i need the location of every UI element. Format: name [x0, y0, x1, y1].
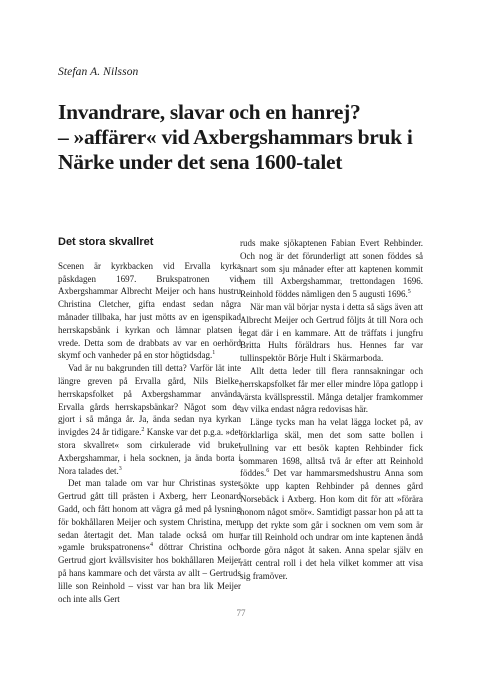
footnote-ref: 2: [141, 427, 145, 434]
right-column: [240, 237, 423, 583]
footnote-ref: 6: [266, 468, 270, 475]
paragraph: Allt detta leder till flera rannsakningar och herrskapsfolket får mer eller mindre löpa gatlopp i värsta kvällspresstil. Många detaljer framkommer av vilka endast några redovisas här.: [240, 365, 423, 415]
title-line-2: – »affärer« vid Axbergshammars bruk i: [58, 125, 413, 149]
footnote-ref: 4: [150, 542, 153, 549]
paragraph: Länge tycks man ha velat lägga locket på, av förklarliga skäl, men det som satte bollen i rullning var ett besök kapten Rehbinder fick sommaren 1698, alltså två år efter att Reinhold föddes.$^6$ Det var hammarsmedshustru Anna som sökte upp kapten Rehbinder på dennes gård Norsebäck i Axberg. Hon kom dit för att »förära honom något smör«. Samtidigt passar hon på att ta upp det rykte som går i socknen om vem som är far till Reinhold och undrar om inte kaptenen ändå borde göra något åt saken. Anna spelar själv en rätt central roll i det hela vilket kommer att visa sig framöver.: [240, 417, 423, 581]
title-line-1: Invandrare, slavar och en hanrej?: [58, 100, 361, 124]
page-number: 77: [236, 608, 246, 618]
footnote-ref: 1: [212, 350, 216, 357]
paragraph: Vad är nu bakgrunden till detta? Varför lät inte längre greven på Ervalla gård, Nils Bielke, herrskapsfolket på Axbergshammar använda Ervalla gårds herrskapsbänkar? Något som de gjort i så många år. Ja, ända sedan nya kyrkan invigdes 24 år tidigare.$^2$ Kanske var det p.g.a. »det stora skvallret« som cirkulerade vid bruket Axbergshammar, i hela socknen, ja ända borta i Nora talades det.$^3$: [58, 363, 241, 476]
title-line-3: Närke under det sena 1600-talet: [58, 150, 343, 174]
paragraph: Det man talade om var hur Christinas syster Gertrud gått till prästen i Axberg, herr Leonard Gadd, och fått honom att vägra gå med på lysning för bokhållaren Meijer och system Christina, men sedan återtagit det. Man talade också om hur »gamle brukspatronens«$^4$ döttrar Christina och Gertrud gjort kvällsvisiter hos bokhållaren Meijer på hans kammare och det värsta av allt – Gertruds lille son Reinhold – visst var han bra lik Meijer och inte alls Gert: [58, 478, 242, 604]
footnote-ref: 5: [407, 289, 411, 296]
article-title: [58, 100, 438, 175]
paragraph: När man väl börjar nysta i detta så sägs även att Albrecht Meijer och Gertrud följts åt till Nora och legat där i en kammare. Att de träffats i jungfru Britta Hults föräldrars hus. Hennes far var tullinspektör Börje Hult i Skärmarboda.: [240, 301, 423, 364]
author-name: Stefan A. Nilsson: [58, 66, 139, 78]
paragraph: ruds make sjökaptenen Fabian Evert Rehbinder. Och nog är det förunderligt att sonen föddes så snart som sju månader efter att kaptenen kommit hem till Axbergshammar, trettondagen 1696. Reinhold föddes nämligen den 5 augusti 1696.$^5$: [240, 238, 423, 300]
left-column: [58, 232, 241, 605]
section-heading: Det stora skvallret: [58, 236, 154, 248]
paragraph: Scenen är kyrkbacken vid Ervalla kyrka påskdagen 1697. Brukspatronen vid Axbergshammar Albrecht Meijer och hans hustru Christina Cletcher, gifta endast sedan några månader tillbaka, har just mötts av en igenspikad herrskapsbänk i kyrkan och lämnar platsen i vrede. Detta som de drabbats av var en oerhörd skymf och vanheder på en stor högtidsdag.$^1$: [58, 260, 241, 361]
footnote-ref: 3: [118, 465, 122, 472]
